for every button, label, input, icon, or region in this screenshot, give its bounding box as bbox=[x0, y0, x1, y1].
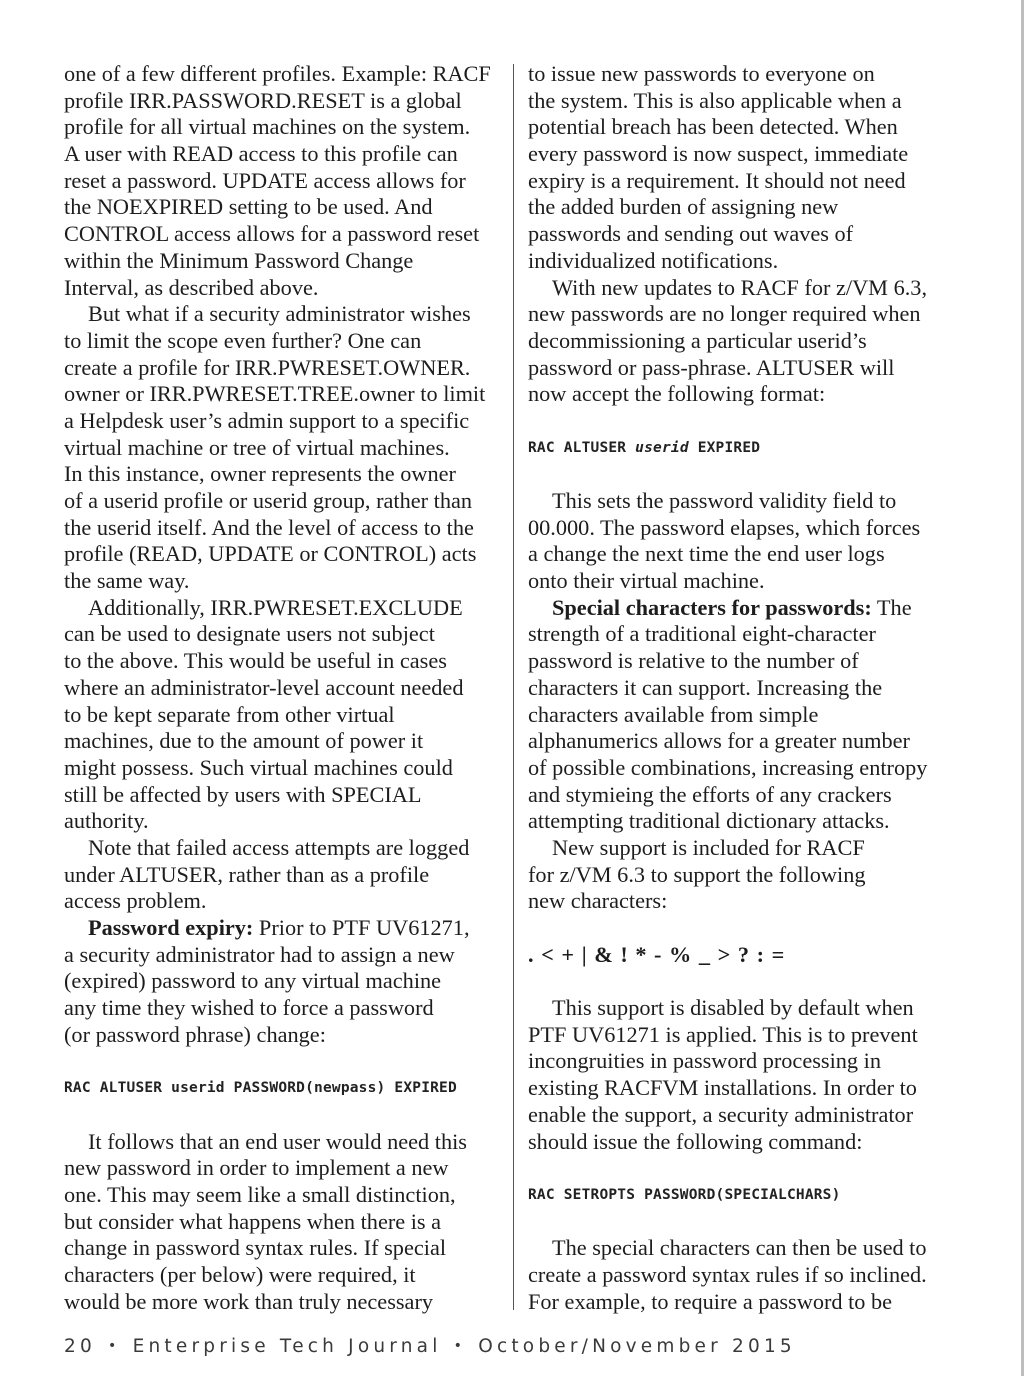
text-line: A user with READ access to this profile can bbox=[64, 141, 458, 167]
footer-separator: • bbox=[453, 1338, 467, 1354]
text-line: In this instance, owner represents the owner bbox=[64, 461, 456, 487]
text-line: characters it can support. Increasing the bbox=[528, 674, 883, 700]
text-line: to the above. This would be useful in cases bbox=[64, 648, 447, 674]
text-line: virtual machine or tree of virtual machines. bbox=[64, 434, 450, 460]
text-line: password or pass-phrase. ALTUSER will bbox=[528, 354, 895, 380]
publication-name: Enterprise Tech Journal bbox=[132, 1336, 442, 1357]
text-line: can be used to designate users not subject bbox=[64, 621, 435, 647]
text-line: characters (per below) were required, it bbox=[64, 1261, 416, 1287]
paragraph-profiles bbox=[64, 61, 504, 301]
code-altuser-password: RAC ALTUSER userid PASSWORD(newpass) EXPIRED bbox=[64, 1080, 457, 1097]
text-line: one. This may seem like a small distinction, bbox=[64, 1181, 456, 1207]
page-footer bbox=[64, 1336, 796, 1357]
text-line: expiry is a requirement. It should not need bbox=[528, 167, 906, 193]
paragraph-issue-passwords bbox=[528, 61, 958, 275]
text-line: of a userid profile or userid group, rather than bbox=[64, 488, 473, 513]
text-line: Interval, as described above. bbox=[64, 274, 319, 300]
paragraph-exclude bbox=[64, 595, 504, 835]
text-line: within the Minimum Password Change bbox=[64, 247, 414, 273]
right-column bbox=[528, 61, 958, 1315]
text-line: (expired) password to any virtual machine bbox=[64, 968, 442, 994]
text-line bbox=[64, 915, 504, 942]
text-line: a security administrator had to assign a new bbox=[64, 941, 455, 967]
text-line: and stymieing the efforts of any crackers bbox=[528, 781, 892, 807]
text-line: still be affected by users with SPECIAL bbox=[64, 781, 422, 807]
text-line: of possible combinations, increasing entropy bbox=[528, 754, 928, 780]
text-line: authority. bbox=[64, 808, 149, 834]
text-line: But what if a security administrator wishes bbox=[88, 301, 471, 327]
text-line: the added burden of assigning new bbox=[528, 194, 839, 220]
code-setropts: RAC SETROPTS PASSWORD(SPECIALCHARS) bbox=[528, 1186, 841, 1203]
spacer bbox=[64, 1048, 504, 1075]
text-line: under ALTUSER, rather than as a profile bbox=[64, 861, 430, 887]
text-line: might possess. Such virtual machines could bbox=[64, 754, 453, 780]
text-line: but consider what happens when there is a bbox=[64, 1208, 442, 1234]
text-line: alphanumerics allows for a greater number bbox=[528, 728, 910, 754]
text-line: change in password syntax rules. If special bbox=[64, 1235, 447, 1261]
text-line: the userid itself. And the level of access to the bbox=[64, 514, 474, 540]
text-line: now accept the following format: bbox=[528, 381, 826, 407]
text-line bbox=[528, 595, 958, 622]
paragraph-limit-scope bbox=[64, 301, 504, 595]
text-line: access problem. bbox=[64, 888, 207, 914]
spacer bbox=[528, 1209, 958, 1236]
paragraph-new-support bbox=[528, 835, 958, 915]
text-line: a change the next time the end user logs bbox=[528, 541, 885, 567]
code-prefix: RAC ALTUSER bbox=[528, 439, 636, 456]
paragraph-follows bbox=[64, 1129, 504, 1316]
text-line: to issue new passwords to everyone on bbox=[528, 61, 875, 86]
spacer bbox=[528, 915, 958, 942]
text-line: Note that failed access attempts are logged bbox=[88, 834, 470, 860]
code-suffix: EXPIRED bbox=[688, 439, 761, 456]
text-line: strength of a traditional eight-character bbox=[528, 621, 876, 647]
spacer bbox=[528, 408, 958, 435]
paragraph-failed-attempts bbox=[64, 835, 504, 915]
text-line: new password in order to implement a new bbox=[64, 1155, 449, 1181]
text-line: (or password phrase) change: bbox=[64, 1021, 326, 1047]
text-line: new characters: bbox=[528, 888, 668, 914]
paragraph-validity bbox=[528, 488, 958, 595]
text-line: where an administrator-level account needed bbox=[64, 674, 464, 700]
footer-separator: • bbox=[108, 1338, 121, 1354]
text-line: The special characters can then be used to bbox=[552, 1235, 927, 1261]
issue-date: October/November 2015 bbox=[478, 1336, 796, 1357]
text-line: individualized notifications. bbox=[528, 247, 779, 273]
special-characters-list: . < + | & ! * - % _ > ? : = bbox=[528, 941, 786, 967]
text-line: the NOEXPIRED setting to be used. And bbox=[64, 194, 433, 220]
text-line: For example, to require a password to be bbox=[528, 1288, 893, 1314]
code-argument: userid bbox=[635, 439, 689, 456]
text-line: profile (READ, UPDATE or CONTROL) acts bbox=[64, 541, 477, 567]
section-heading-password-expiry: Password expiry: bbox=[88, 915, 254, 940]
column-divider bbox=[513, 64, 514, 1310]
text-line: profile IRR.PASSWORD.RESET is a global bbox=[64, 87, 462, 113]
text-line: Additionally, IRR.PWRESET.EXCLUDE bbox=[88, 594, 463, 620]
text-line: characters available from simple bbox=[528, 701, 819, 727]
page-number: 20 bbox=[64, 1336, 96, 1357]
text-span: Prior to PTF UV61271, bbox=[253, 915, 470, 940]
text-line: potential breach has been detected. When bbox=[528, 114, 898, 140]
text-line: for z/VM 6.3 to support the following bbox=[528, 861, 866, 887]
text-line: create a password syntax rules if so inclined. bbox=[528, 1261, 927, 1287]
text-line: 00.000. The password elapses, which forces bbox=[528, 514, 921, 540]
text-line: onto their virtual machine. bbox=[528, 568, 765, 594]
text-line: existing RACFVM installations. In order to bbox=[528, 1075, 917, 1101]
paragraph-disabled-default bbox=[528, 995, 958, 1155]
text-line: any time they wished to force a password bbox=[64, 995, 434, 1021]
text-line: create a profile for IRR.PWRESET.OWNER. bbox=[64, 354, 471, 380]
text-line: to be kept separate from other virtual bbox=[64, 701, 395, 727]
text-line: owner or IRR.PWRESET.TREE.owner to limit bbox=[64, 381, 486, 407]
text-line: attempting traditional dictionary attacks. bbox=[528, 808, 890, 834]
spacer bbox=[64, 1102, 504, 1129]
text-line: would be more work than truly necessary bbox=[64, 1288, 434, 1314]
text-span: The bbox=[871, 594, 912, 620]
left-column bbox=[64, 61, 504, 1315]
paragraph-password-expiry bbox=[64, 915, 504, 1048]
section-heading-special-characters: Special characters for passwords: bbox=[552, 594, 872, 620]
text-line: machines, due to the amount of power it bbox=[64, 728, 424, 754]
text-line: the system. This is also applicable when a bbox=[528, 87, 902, 113]
text-line: CONTROL access allows for a password reset bbox=[64, 221, 480, 247]
text-line: enable the support, a security administrator bbox=[528, 1101, 914, 1127]
text-line: reset a password. UPDATE access allows for bbox=[64, 167, 466, 193]
code-altuser-expired bbox=[528, 435, 958, 462]
text-line: a Helpdesk user’s admin support to a specific bbox=[64, 407, 470, 433]
text-line: should issue the following command: bbox=[528, 1128, 863, 1154]
text-line: This support is disabled by default when bbox=[552, 995, 914, 1021]
text-line: to limit the scope even further? One can bbox=[64, 327, 422, 353]
text-line: every password is now suspect, immediate bbox=[528, 141, 909, 167]
text-line: PTF UV61271 is applied. This is to prevent bbox=[528, 1021, 918, 1047]
paragraph-syntax-rules bbox=[528, 1235, 958, 1315]
text-line: new passwords are no longer required when bbox=[528, 301, 921, 327]
spacer bbox=[528, 1155, 958, 1182]
text-line: It follows that an end user would need this bbox=[88, 1128, 467, 1154]
text-line: password is relative to the number of bbox=[528, 648, 859, 674]
text-line: passwords and sending out waves of bbox=[528, 221, 854, 247]
spacer bbox=[528, 461, 958, 488]
text-line: With new updates to RACF for z/VM 6.3, bbox=[552, 274, 928, 300]
text-line: decommissioning a particular userid’s bbox=[528, 327, 867, 353]
spacer bbox=[528, 968, 958, 995]
text-line: one of a few different profiles. Example: RACF bbox=[64, 61, 491, 86]
text-line: This sets the password validity field to bbox=[552, 488, 897, 513]
text-line: profile for all virtual machines on the system. bbox=[64, 114, 471, 140]
text-line: the same way. bbox=[64, 568, 190, 594]
paragraph-new-updates bbox=[528, 275, 958, 408]
text-line: incongruities in password processing in bbox=[528, 1048, 881, 1074]
paragraph-special-characters bbox=[528, 595, 958, 835]
text-line: New support is included for RACF bbox=[552, 834, 865, 860]
